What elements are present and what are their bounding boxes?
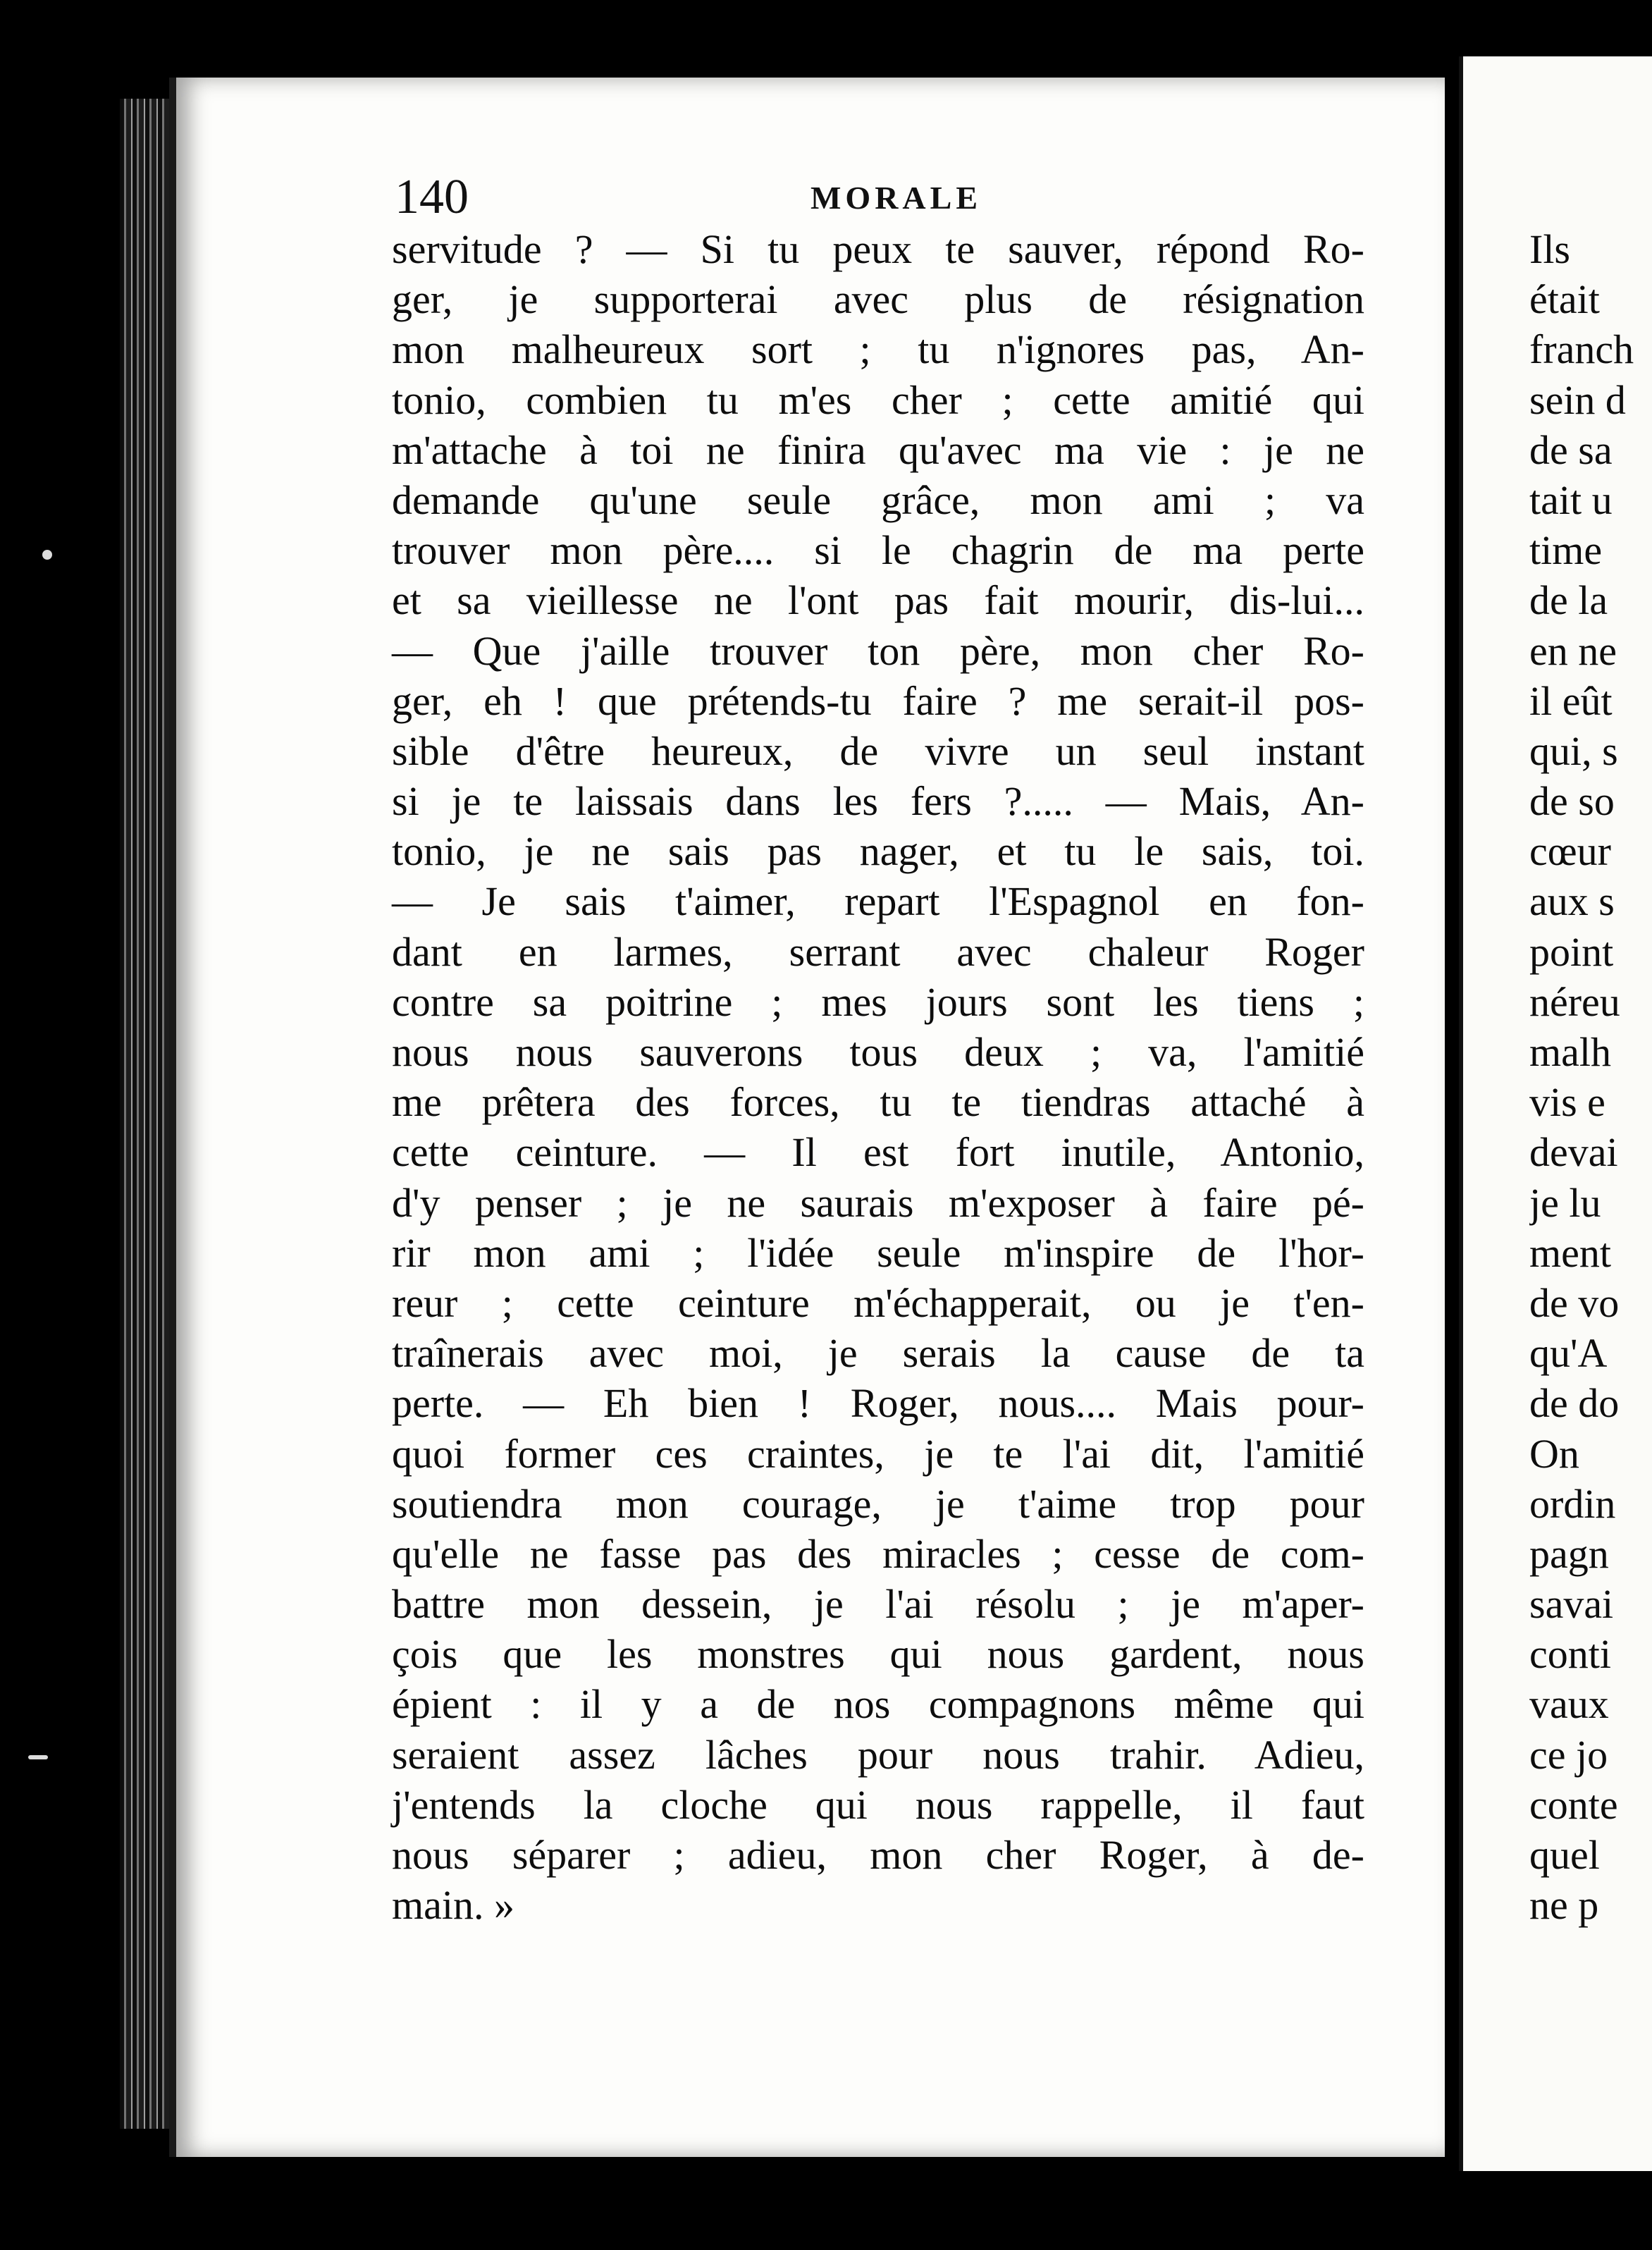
- right-page-text-line: de so: [1529, 778, 1615, 825]
- right-page-text-line: sein d: [1529, 376, 1626, 423]
- text-line: — Je sais t'aimer, repart l'Espagnol en fon-: [392, 878, 1364, 925]
- right-page-text-line: il eût: [1529, 677, 1613, 724]
- right-page-text-line: devai: [1529, 1129, 1618, 1176]
- text-line: tonio, combien tu m'es cher ; cette amitié qui: [392, 376, 1364, 423]
- right-page-text-line: Ils: [1529, 226, 1570, 272]
- right-page-text-line: je lu: [1529, 1179, 1601, 1226]
- right-page-text-line: en ne: [1529, 627, 1617, 674]
- text-line: battre mon dessein, je l'ai résolu ; je m'aper-: [392, 1581, 1364, 1628]
- right-page-text-line: qu'A: [1529, 1330, 1608, 1377]
- right-page-text-line: cœur: [1529, 828, 1611, 875]
- text-line: ger, je supporterai avec plus de résignation: [392, 276, 1364, 323]
- right-page-text-line: ne p: [1529, 1882, 1599, 1929]
- text-line: ger, eh ! que prétends-tu faire ? me serait-il pos-: [392, 677, 1364, 724]
- right-page-text-line: vis e: [1529, 1079, 1605, 1126]
- text-line: demande qu'une seule grâce, mon ami ; va: [392, 477, 1364, 523]
- left-page-text: [392, 224, 1364, 1930]
- text-line: si je te laissais dans les fers ?..... — Mais, An-: [392, 778, 1364, 825]
- right-page-text-line: aux s: [1529, 878, 1615, 925]
- text-line: me prêtera des forces, tu te tiendras attaché à: [392, 1079, 1364, 1126]
- text-line: reur ; cette ceinture m'échapperait, ou je t'en-: [392, 1279, 1364, 1326]
- text-line: perte. — Eh bien ! Roger, nous.... Mais pour-: [392, 1380, 1364, 1427]
- right-page-text-line: pagn: [1529, 1530, 1609, 1577]
- text-line: m'attache à toi ne finira qu'avec ma vie : je ne: [392, 426, 1364, 473]
- scan-speck: [28, 1755, 48, 1759]
- right-page-text-line: point: [1529, 928, 1614, 975]
- right-page-text-line: était: [1529, 276, 1600, 323]
- right-page-text-line: franch: [1529, 326, 1634, 373]
- text-line: traînerais avec moi, je serais la cause de ta: [392, 1330, 1364, 1377]
- right-page-text: [1529, 224, 1652, 1930]
- right-page-text-line: ordin: [1529, 1480, 1616, 1527]
- text-line: trouver mon père.... si le chagrin de ma perte: [392, 527, 1364, 574]
- text-line: main. »: [392, 1882, 514, 1929]
- right-page-text-line: de do: [1529, 1380, 1620, 1427]
- text-line: dant en larmes, serrant avec chaleur Roger: [392, 928, 1364, 975]
- right-page-text-line: de vo: [1529, 1279, 1620, 1326]
- text-line: d'y penser ; je ne saurais m'exposer à faire pé-: [392, 1179, 1364, 1226]
- right-page-text-line: savai: [1529, 1581, 1614, 1628]
- text-line: tonio, je ne sais pas nager, et tu le sais, toi.: [392, 828, 1364, 875]
- right-page-text-line: On: [1529, 1430, 1579, 1477]
- right-page-text-line: de la: [1529, 577, 1608, 624]
- scan-speck: [42, 550, 52, 560]
- text-line: seraient assez lâches pour nous trahir. Adieu,: [392, 1731, 1364, 1778]
- right-page-text-line: qui, s: [1529, 727, 1618, 774]
- text-line: çois que les monstres qui nous gardent, nous: [392, 1631, 1364, 1678]
- right-page-text-line: quel: [1529, 1832, 1600, 1878]
- right-page-text-line: néreu: [1529, 978, 1620, 1025]
- right-page-text-line: ce jo: [1529, 1731, 1608, 1778]
- right-page-text-line: conti: [1529, 1631, 1611, 1678]
- text-line: nous séparer ; adieu, mon cher Roger, à de-: [392, 1832, 1364, 1878]
- text-line: servitude ? — Si tu peux te sauver, répond Ro-: [392, 226, 1364, 272]
- right-page-text-line: de sa: [1529, 426, 1613, 473]
- right-page-text-line: tait u: [1529, 477, 1613, 523]
- text-line: quoi former ces craintes, je te l'ai dit, l'amitié: [392, 1430, 1364, 1477]
- text-line: nous nous sauverons tous deux ; va, l'amitié: [392, 1029, 1364, 1075]
- text-line: cette ceinture. — Il est fort inutile, Antonio,: [392, 1129, 1364, 1176]
- text-line: mon malheureux sort ; tu n'ignores pas, An-: [392, 326, 1364, 373]
- running-head: MORALE: [810, 180, 982, 216]
- text-line: j'entends la cloche qui nous rappelle, il faut: [392, 1781, 1364, 1828]
- right-page-text-line: malh: [1529, 1029, 1611, 1075]
- text-line: sible d'être heureux, de vivre un seul instant: [392, 727, 1364, 774]
- text-line: rir mon ami ; l'idée seule m'inspire de l'hor-: [392, 1229, 1364, 1276]
- text-line: contre sa poitrine ; mes jours sont les tiens ;: [392, 978, 1364, 1025]
- right-page-text-line: time: [1529, 527, 1603, 574]
- text-line: qu'elle ne fasse pas des miracles ; cesse de com-: [392, 1530, 1364, 1577]
- page-number: 140: [395, 170, 469, 224]
- right-page-text-line: conte: [1529, 1781, 1618, 1828]
- page-header: [395, 169, 1367, 226]
- text-line: épient : il y a de nos compagnons même qui: [392, 1681, 1364, 1728]
- text-line: et sa vieillesse ne l'ont pas fait mourir, dis-lui...: [392, 577, 1364, 624]
- text-line: soutiendra mon courage, je t'aime trop pour: [392, 1480, 1364, 1527]
- right-page-text-line: ment: [1529, 1229, 1611, 1276]
- text-line: — Que j'aille trouver ton père, mon cher Ro-: [392, 627, 1364, 674]
- right-page-text-line: vaux: [1529, 1681, 1609, 1728]
